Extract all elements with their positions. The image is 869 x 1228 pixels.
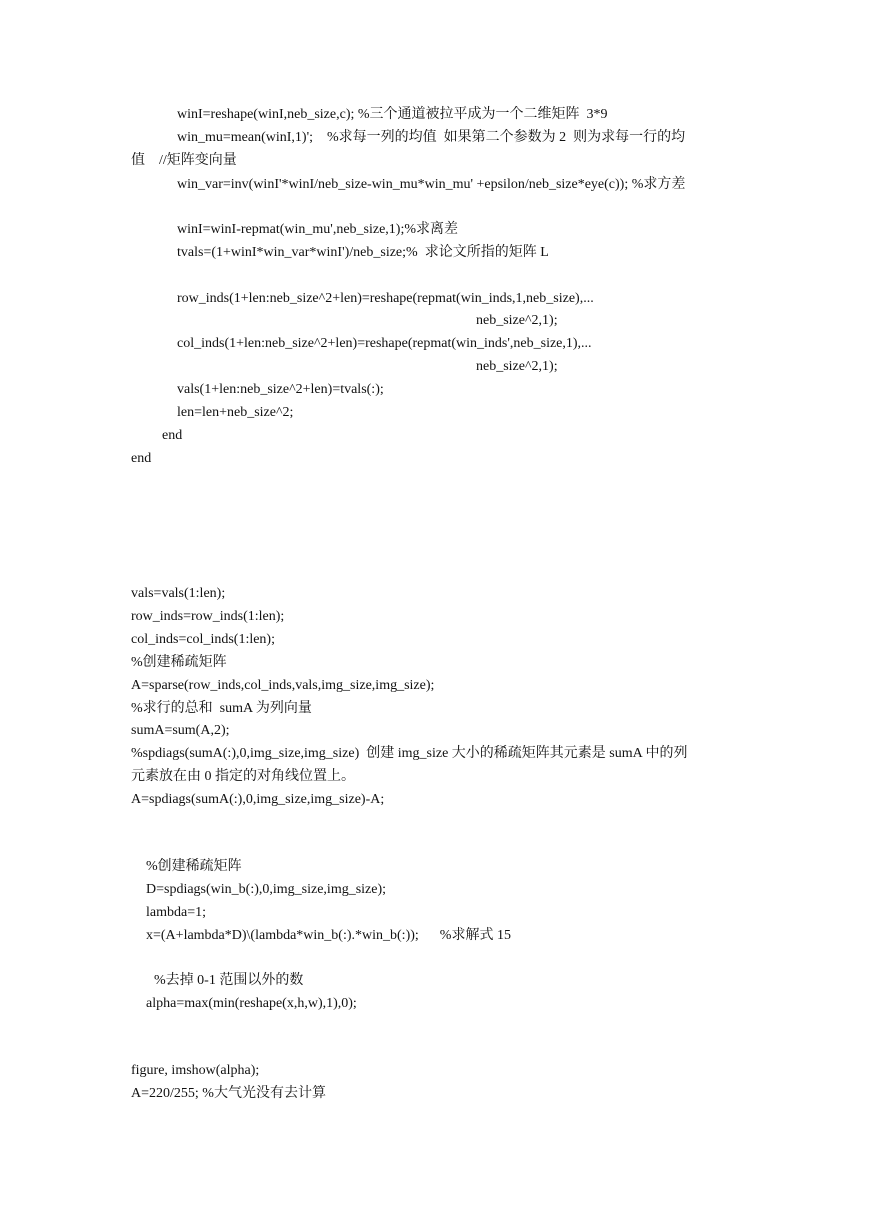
code-comment: %去掉 0-1 范围以外的数 [154, 973, 304, 988]
code-line: row_inds(1+len:neb_size^2+len)=reshape(repmat(win_inds,1,neb_size),... [177, 291, 594, 306]
code-line: win_mu=mean(winI,1)'; %求每一列的均值 如果第二个参数为 2 则为求每一行的均 [177, 130, 686, 145]
code-line: A=220/255; %大气光没有去计算 [131, 1086, 326, 1101]
code-line: len=len+neb_size^2; [177, 405, 294, 420]
code-line: 值 //矩阵变向量 [131, 153, 237, 168]
code-line: A=spdiags(sumA(:),0,img_size,img_size)-A; [131, 792, 385, 807]
code-line: col_inds(1+len:neb_size^2+len)=reshape(repmat(win_inds',neb_size,1),... [177, 336, 592, 351]
code-line: winI=reshape(winI,neb_size,c); %三个通道被拉平成为一个二维矩阵 3*9 [177, 107, 608, 122]
code-line: D=spdiags(win_b(:),0,img_size,img_size); [146, 882, 387, 897]
code-line: end [162, 428, 183, 443]
code-line: A=sparse(row_inds,col_inds,vals,img_size,img_size); [131, 678, 435, 693]
code-line: row_inds=row_inds(1:len); [131, 609, 285, 624]
code-line: winI=winI-repmat(win_mu',neb_size,1);%求离差 [177, 222, 459, 237]
code-line: vals(1+len:neb_size^2+len)=tvals(:); [177, 382, 384, 397]
code-line: tvals=(1+winI*win_var*winI')/neb_size;% 求论文所指的矩阵 L [177, 245, 549, 260]
code-line: lambda=1; [146, 905, 206, 920]
code-line: vals=vals(1:len); [131, 586, 226, 601]
code-comment: %求行的总和 sumA 为列向量 [131, 701, 312, 716]
code-line: neb_size^2,1); [476, 359, 558, 374]
code-comment: %创建稀疏矩阵 [131, 655, 227, 670]
code-comment: %spdiags(sumA(:),0,img_size,img_size) 创建 img_size 大小的稀疏矩阵其元素是 sumA 中的列 [131, 746, 688, 761]
code-line: x=(A+lambda*D)\(lambda*win_b(:).*win_b(:)); %求解式 15 [146, 928, 511, 943]
code-line: col_inds=col_inds(1:len); [131, 632, 275, 647]
code-line: figure, imshow(alpha); [131, 1063, 260, 1078]
code-line: neb_size^2,1); [476, 313, 558, 328]
code-line: end [131, 451, 152, 466]
code-comment: %创建稀疏矩阵 [146, 859, 242, 874]
code-comment: 元素放在由 0 指定的对角线位置上。 [131, 769, 355, 784]
code-line: win_var=inv(winI'*winI/neb_size-win_mu*win_mu' +epsilon/neb_size*eye(c)); %求方差 [177, 177, 686, 192]
code-line: alpha=max(min(reshape(x,h,w),1),0); [146, 996, 357, 1011]
code-line: sumA=sum(A,2); [131, 723, 230, 738]
